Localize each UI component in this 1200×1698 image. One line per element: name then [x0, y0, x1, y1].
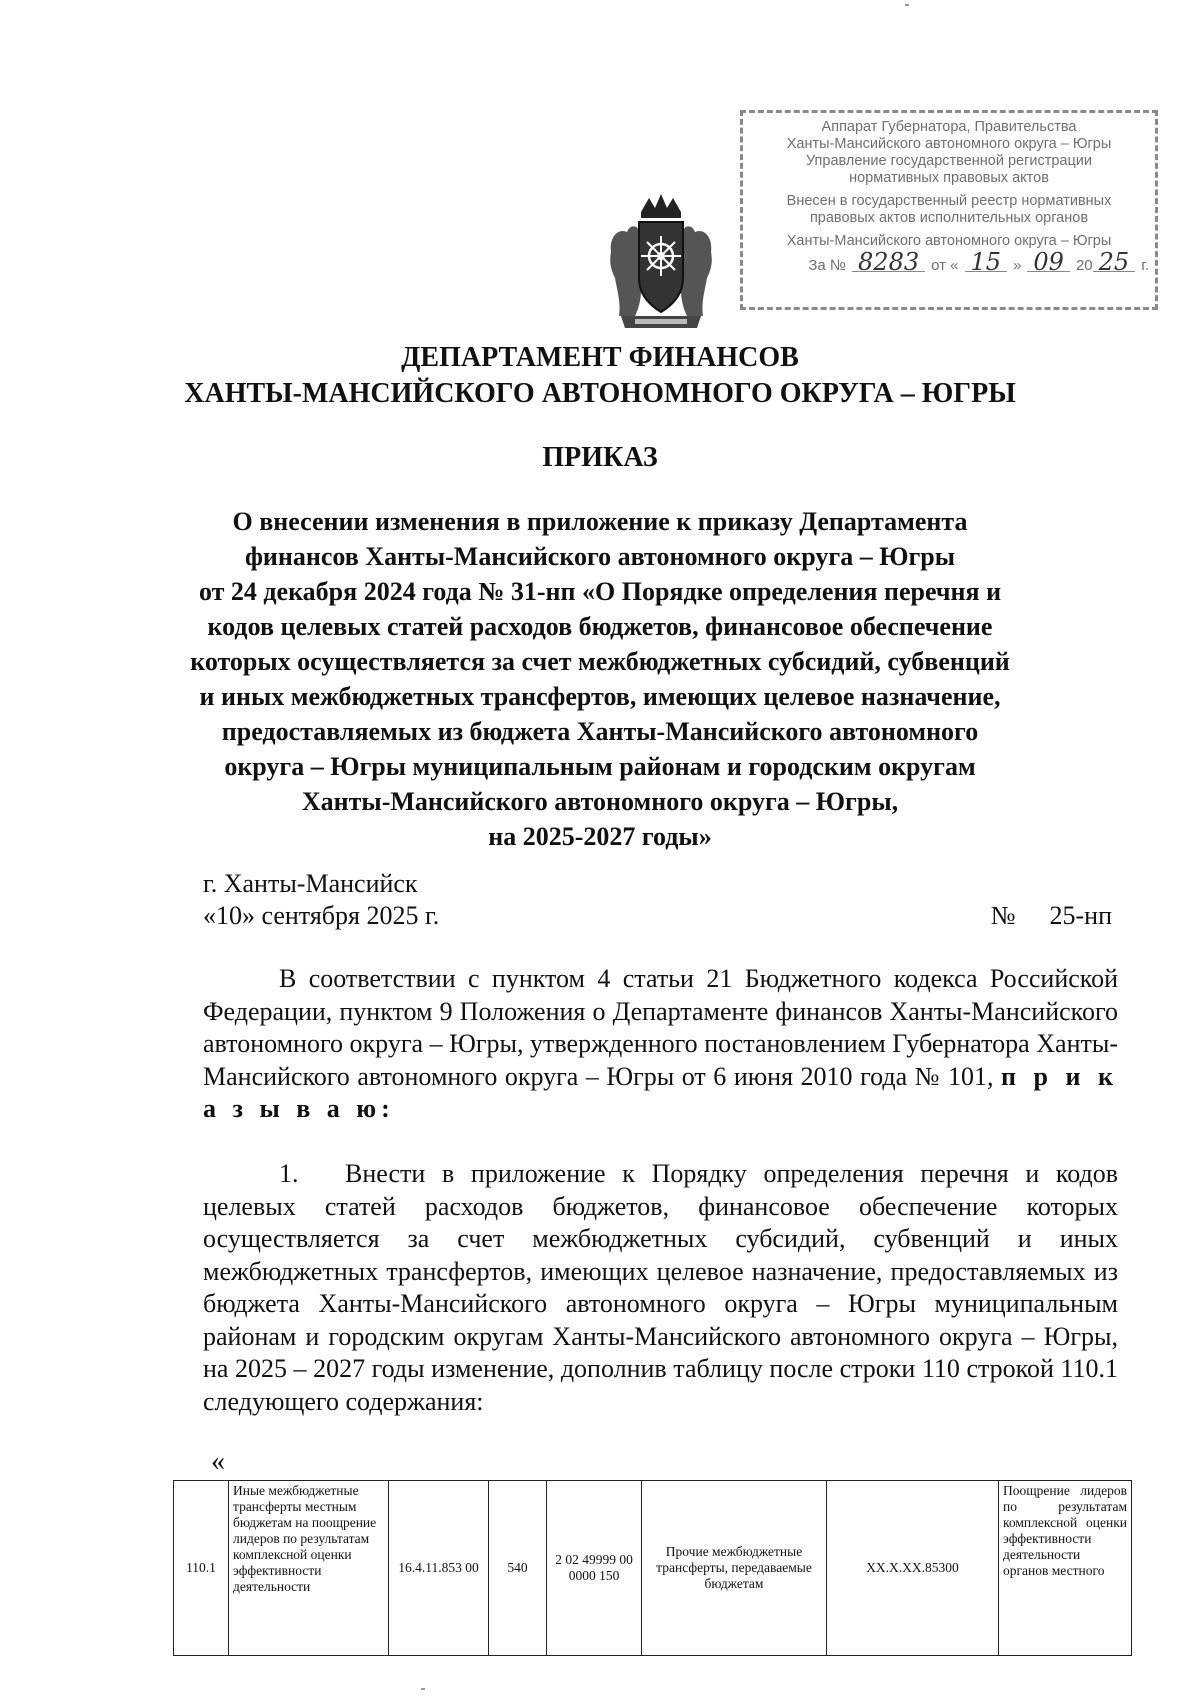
- stamp-reg-year: 25: [1093, 254, 1136, 272]
- preamble-paragraph: [203, 963, 1118, 1126]
- title-line: Ханты-Мансийского автономного округа – Югры,: [301, 787, 899, 816]
- department-line-2: ХАНТЫ-МАНСИЙСКОГО АВТОНОМНОГО ОКРУГА – ЮГРЫ: [184, 378, 1016, 409]
- stamp-line-6: правовых актов исполнительных органов: [809, 210, 1089, 226]
- stamp-reg-prefix: За №: [808, 257, 847, 274]
- department-heading: [0, 340, 1200, 412]
- cell-name: Иные межбюджетные трансферты местным бюджетам на поощрение лидеров по результатам комплексной оценки эффективности деятельности: [229, 1481, 389, 1656]
- stamp-reg-suffix: г.: [1141, 257, 1149, 274]
- stamp-line-2: Ханты-Мансийского автономного округа – Югры: [786, 136, 1112, 152]
- coat-of-arms-icon: [605, 192, 717, 332]
- order-number-block: [991, 900, 1118, 932]
- amendment-table: [173, 1480, 1132, 1656]
- order-colon: :: [381, 1094, 395, 1123]
- order-date: «10» сентября 2025 г.: [203, 901, 440, 930]
- order-word: п р и к а з ы в а ю: [203, 1061, 1118, 1123]
- stamp-line-4: нормативных правовых актов: [849, 170, 1049, 186]
- stamp-reg-sep: »: [1013, 257, 1022, 274]
- cell-expense-type: 540: [489, 1481, 547, 1656]
- title-line: и иных межбюджетных трансфертов, имеющих целевое назначение,: [199, 682, 1001, 711]
- date-number-line: [203, 900, 1118, 932]
- title-line: финансов Ханты-Мансийского автономного округа – Югры: [244, 542, 956, 571]
- stamp-reg-number: 8283: [852, 254, 925, 272]
- cell-local-code: XX.X.XX.85300: [827, 1481, 999, 1656]
- stamp-reg-day: 15: [965, 254, 1008, 272]
- scan-speck: [421, 1688, 425, 1690]
- stamp-line-7: Ханты-Мансийского автономного округа – Югры: [786, 233, 1112, 249]
- stamp-line-1: Аппарат Губернатора, Правительства: [821, 119, 1077, 135]
- clause-number: 1.: [279, 1159, 299, 1188]
- scan-speck: [905, 4, 909, 6]
- open-quote: «: [211, 1446, 225, 1477]
- table-row: [174, 1481, 1132, 1656]
- stamp-reg-from: от «: [931, 257, 959, 274]
- title-line: округа – Югры муниципальным районам и городским округам: [224, 752, 976, 781]
- clause-text: Внести в приложение к Порядку определения перечня и кодов целевых статей расходов бюджетов, финансовое обеспечение которых осуществляется за счет межбюджетных субсидий, субвенций и иных межбюджетных трансфертов, имеющих целевое назначение, предоставляемых из бюджета Ханты-Мансийского автономного округа – Югры муниципальным районам и городским округам Ханты-Мансийского автономного округа – Югры, на 2025 – 2027 годы изменение, дополнив таблицу после строки 110 строкой 110.1 следующего содержания:: [203, 1159, 1118, 1416]
- cell-revenue-name: Прочие межбюджетные трансферты, передаваемые бюджетам: [642, 1481, 827, 1656]
- stamp-reg-year-prefix: 20: [1075, 257, 1093, 274]
- stamp-registration-line: [749, 248, 1149, 276]
- cell-revenue-code: 2 02 49999 00 0000 150: [547, 1481, 642, 1656]
- order-number: 25-нп: [1049, 901, 1112, 930]
- title-line: О внесении изменения в приложение к приказу Департамента: [232, 507, 968, 536]
- stamp-line-5: Внесен в государственный реестр нормативных: [786, 193, 1112, 209]
- stamp-line-3: Управление государственной регистрации: [805, 153, 1093, 169]
- order-title: [170, 504, 1030, 854]
- stamp-reg-month: 09: [1027, 254, 1070, 272]
- place: г. Ханты-Мансийск: [203, 869, 418, 898]
- cell-row-number: 110.1: [174, 1481, 229, 1656]
- preamble-text: В соответствии с пунктом 4 статьи 21 Бюджетного кодекса Российской Федерации, пунктом 9 Положения о Департаменте финансов Ханты-Мансийского автономного округа – Югры, утвержденного постановлением Губернатора Ханты-Мансийского автономного округа – Югры от 6 июня 2010 года № 101,: [203, 964, 1118, 1091]
- title-line: от 24 декабря 2024 года № 31-нп «О Порядке определения перечня и: [198, 577, 1002, 606]
- title-line: на 2025-2027 годы»: [488, 822, 712, 851]
- cell-target-code: 16.4.11.853 00: [389, 1481, 489, 1656]
- department-line-1: ДЕПАРТАМЕНТ ФИНАНСОВ: [401, 342, 799, 373]
- document-type: ПРИКАЗ: [542, 442, 658, 473]
- title-line: кодов целевых статей расходов бюджетов, финансовое обеспечение: [207, 612, 993, 641]
- title-line: которых осуществляется за счет межбюджетных субсидий, субвенций: [190, 647, 1010, 676]
- clause-1-paragraph: [203, 1158, 1118, 1418]
- cell-purpose: Поощрение лидеров по результатам комплексной оценки эффективности деятельности органов местного: [999, 1481, 1132, 1656]
- number-label: №: [990, 901, 1016, 930]
- title-line: предоставляемых из бюджета Ханты-Мансийского автономного: [221, 717, 979, 746]
- registration-stamp: [740, 110, 1158, 310]
